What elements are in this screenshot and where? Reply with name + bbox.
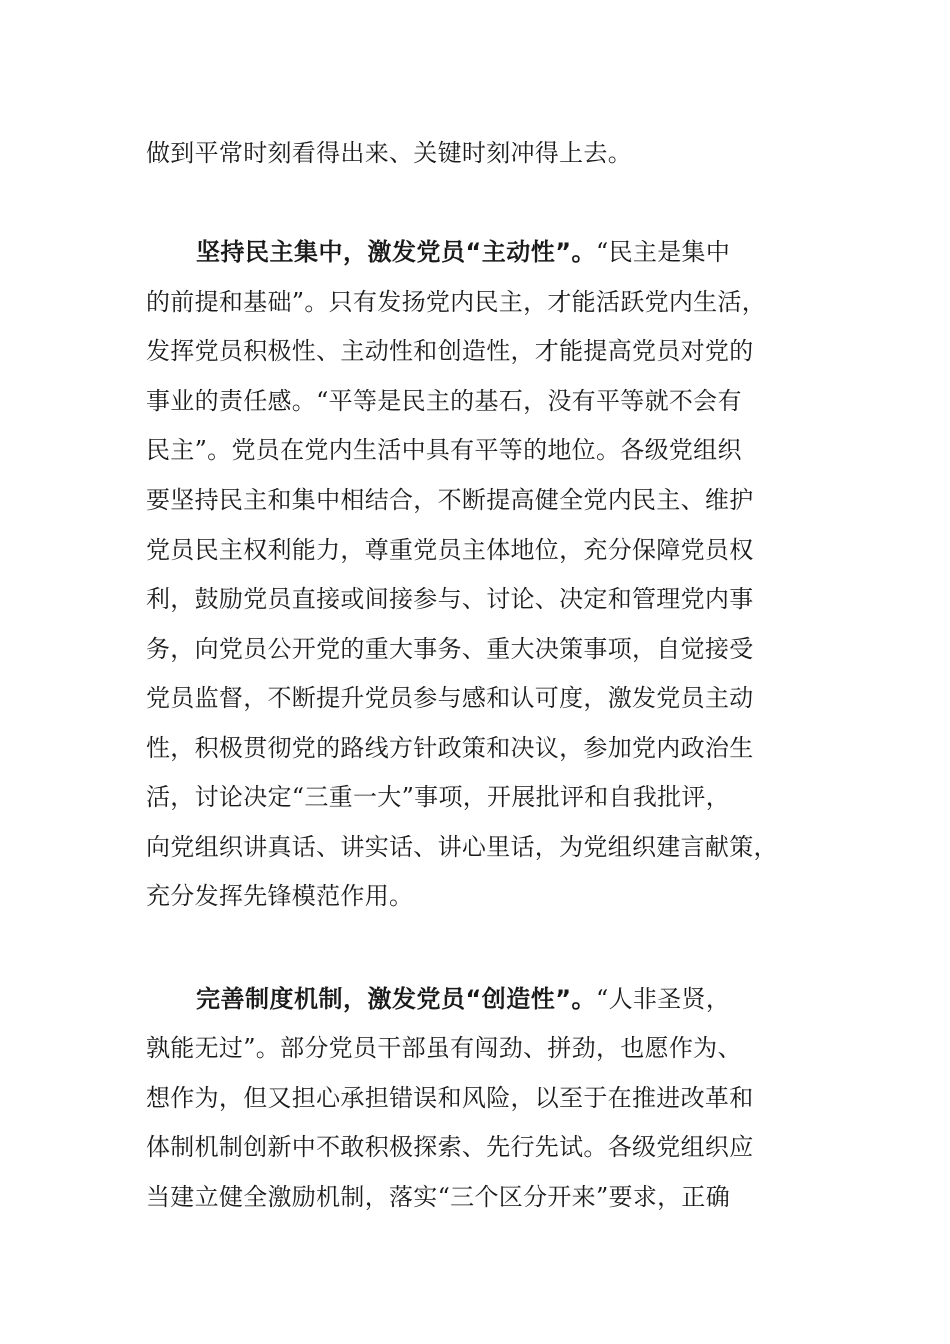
paragraph-line: 想作为，但又担心承担错误和风险，以至于在推进改革和 <box>146 1084 754 1112</box>
paragraph-text: “人非圣贤， <box>596 985 731 1013</box>
paragraph-line: 性，积极贯彻党的路线方针政策和决议，参加党内政治生 <box>146 734 754 762</box>
paragraph-line: 活，讨论决定“三重一大”事项，开展批评和自我批评， <box>146 783 731 811</box>
paragraph-line: 充分发挥先锋模范作用。 <box>146 882 414 910</box>
paragraph-line: 的前提和基础”。只有发扬党内民主，才能活跃党内生活， <box>146 288 767 316</box>
paragraph-heading: 完善制度机制，激发党员“创造性”。 <box>196 985 597 1013</box>
paragraph-line: 做到平常时刻看得出来、关键时刻冲得上去。 <box>146 139 632 167</box>
paragraph-line: 要坚持民主和集中相结合，不断提高健全党内民主、维护 <box>146 486 754 514</box>
paragraph-text: “民主是集中 <box>596 238 731 266</box>
paragraph-line: 体制机制创新中不敢积极探索、先行先试。各级党组织应 <box>146 1133 754 1161</box>
paragraph-first-line <box>196 983 730 1015</box>
paragraph-line: 党员监督，不断提升党员参与感和认可度，激发党员主动 <box>146 684 754 712</box>
paragraph-heading: 坚持民主集中，激发党员“主动性”。 <box>196 238 597 266</box>
paragraph-line: 发挥党员积极性、主动性和创造性，才能提高党员对党的 <box>146 337 754 365</box>
paragraph-line: 事业的责任感。“平等是民主的基石，没有平等就不会有 <box>146 387 742 415</box>
paragraph-line: 党员民主权利能力，尊重党员主体地位，充分保障党员权 <box>146 536 754 564</box>
paragraph-line: 民主”。党员在党内生活中具有平等的地位。各级党组织 <box>146 436 742 464</box>
paragraph-line: 向党组织讲真话、讲实话、讲心里话，为党组织建言献策， <box>146 833 778 861</box>
paragraph-line: 务，向党员公开党的重大事务、重大决策事项，自觉接受 <box>146 635 754 663</box>
paragraph-line: 孰能无过”。部分党员干部虽有闯劲、拼劲，也愿作为、 <box>146 1034 742 1062</box>
paragraph-line: 利，鼓励党员直接或间接参与、讨论、决定和管理党内事 <box>146 585 754 613</box>
paragraph-first-line <box>196 236 730 268</box>
paragraph-line: 当建立健全激励机制，落实“三个区分开来”要求，正确 <box>146 1183 731 1211</box>
